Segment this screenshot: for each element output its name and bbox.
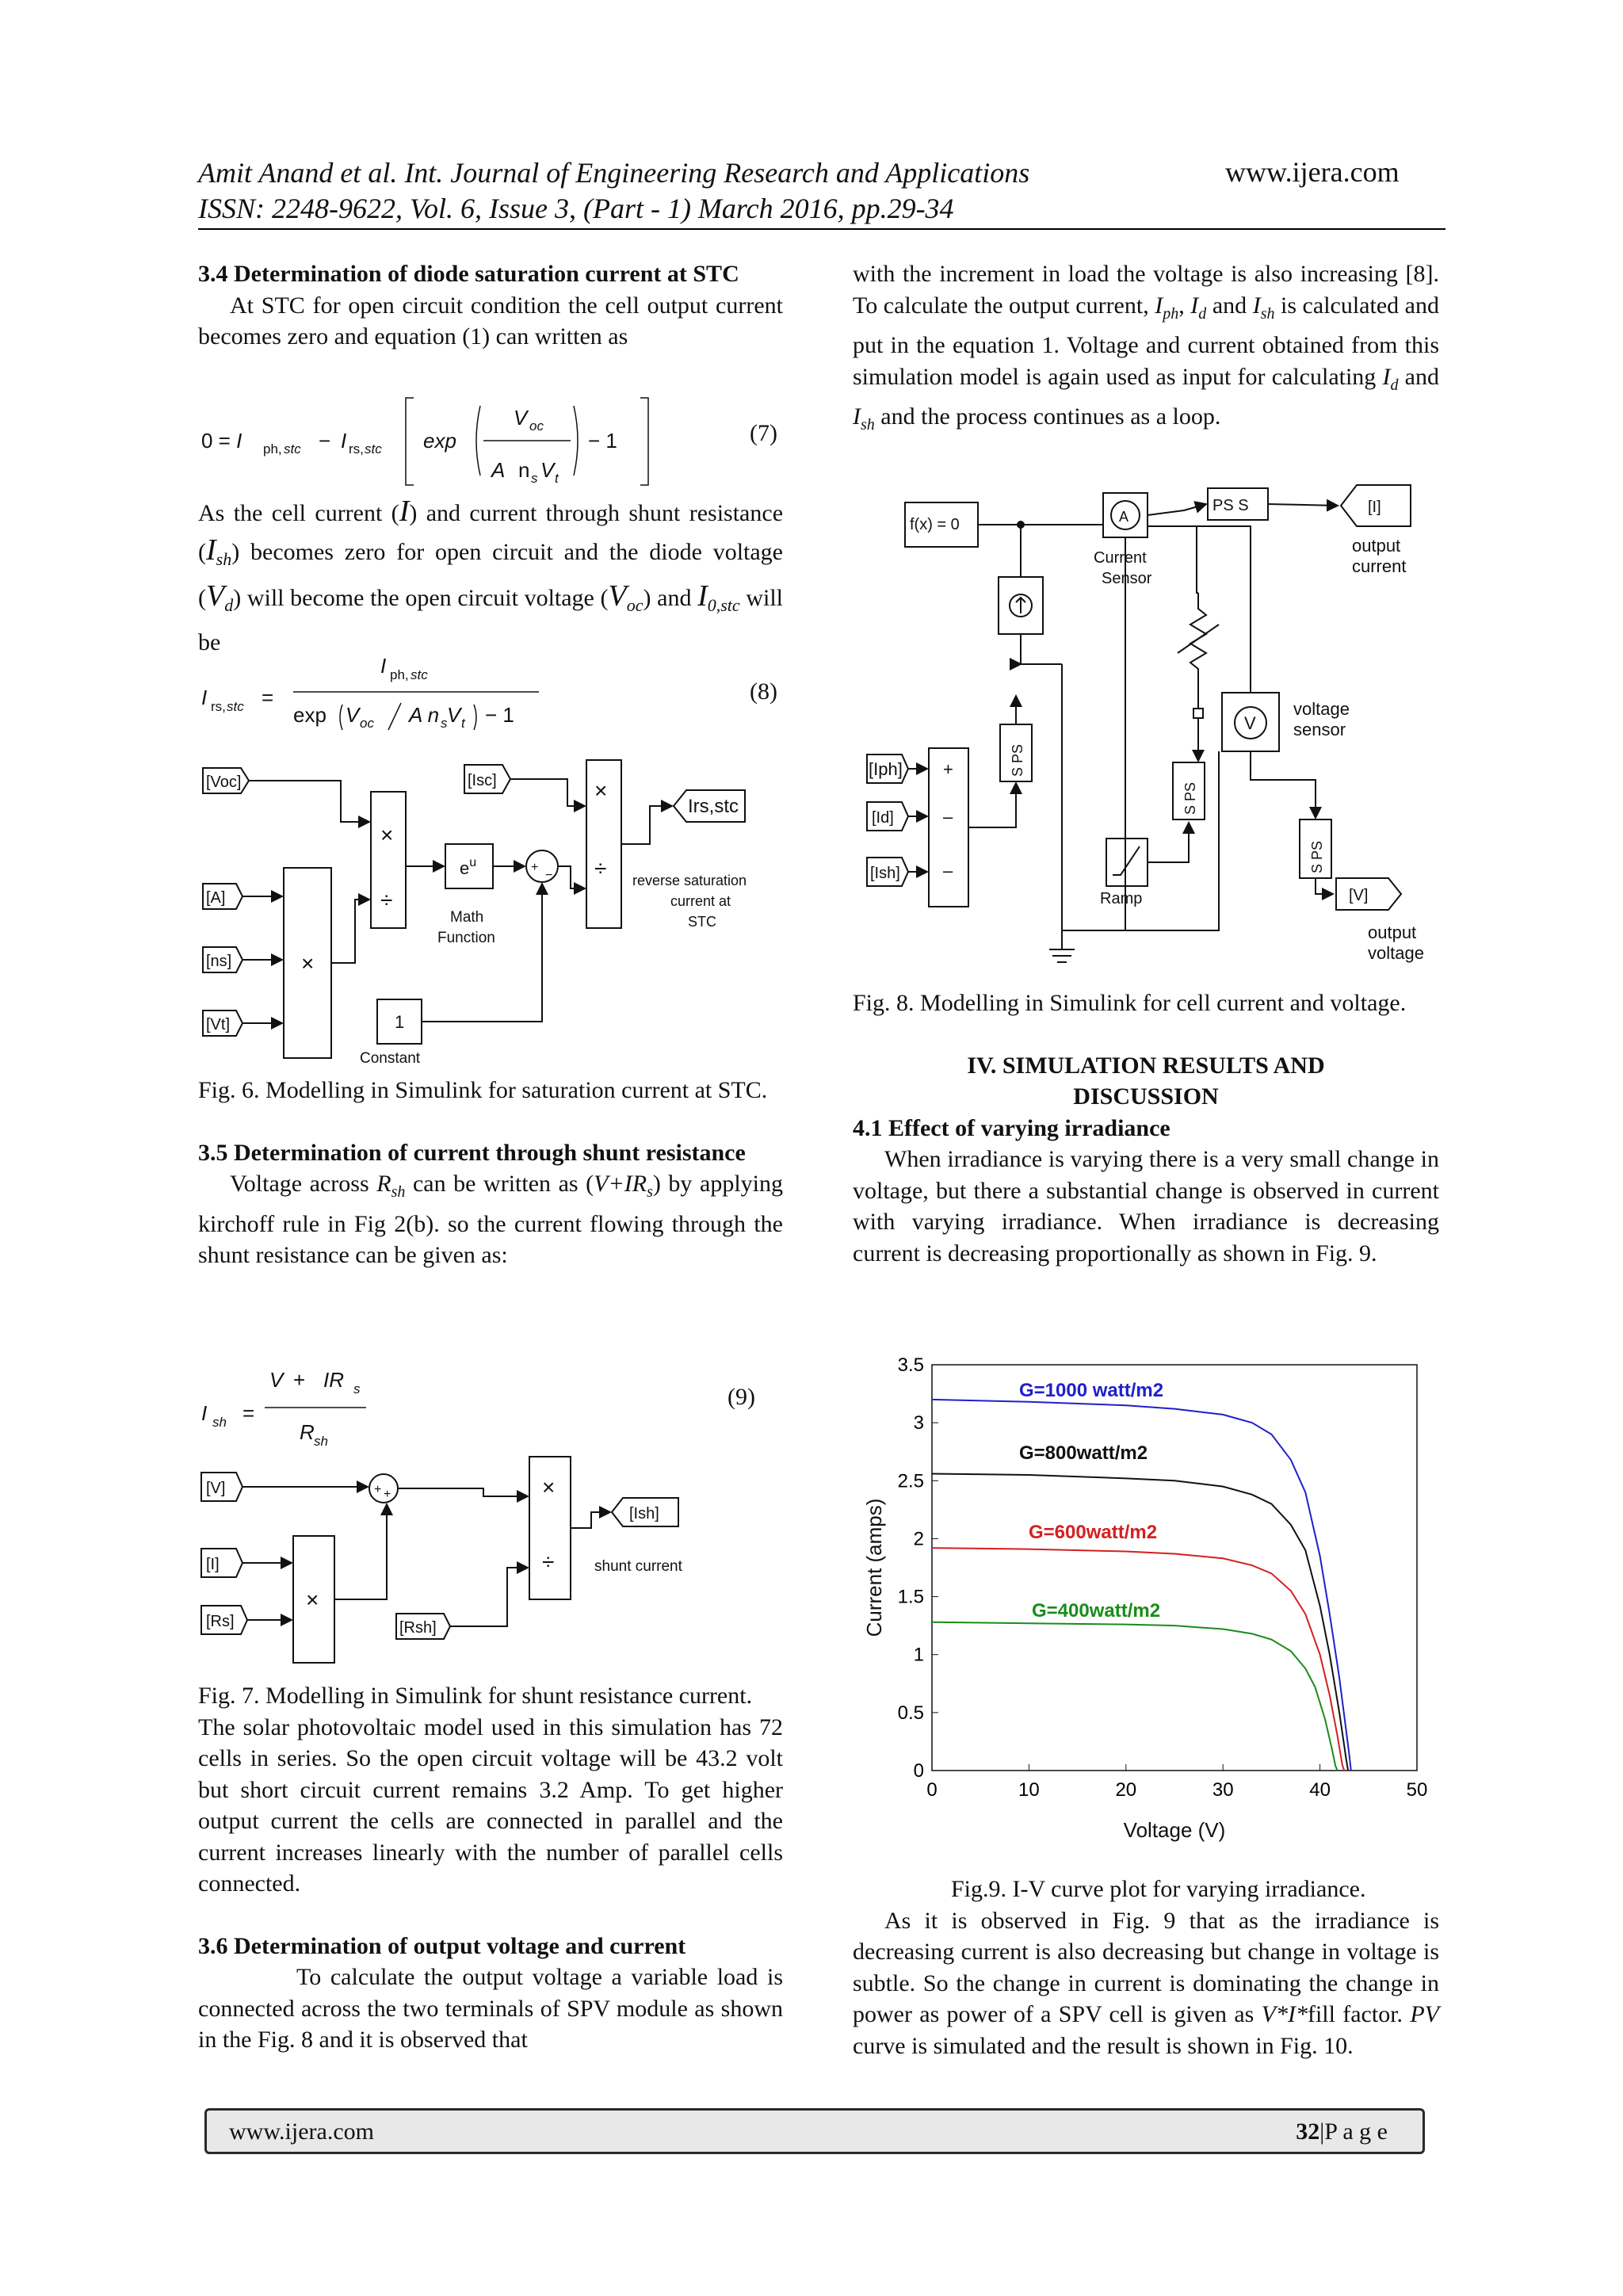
y-tick-label: 2 (913, 1528, 924, 1550)
fig8-voltage-sensor-1: voltage (1293, 699, 1350, 719)
svg-text:t: t (555, 471, 559, 486)
svg-text:V: V (540, 458, 555, 482)
svg-text:oc: oc (360, 716, 374, 731)
figure-9-caption: Fig.9. I-V curve plot for varying irradiance. (951, 1876, 1366, 1902)
header-rule (198, 228, 1445, 230)
svg-text:A: A (491, 458, 506, 482)
legend-g800: G=800watt/m2 (1019, 1442, 1148, 1464)
svg-text:rs,: rs, (349, 441, 364, 457)
fig6-constant-value: 1 (395, 1012, 405, 1032)
fig7-divide-sign: ÷ (542, 1549, 555, 1574)
header-url[interactable]: www.ijera.com (1225, 156, 1400, 188)
fig8-ammeter-a: A (1119, 509, 1129, 525)
svg-text:rs,: rs, (211, 699, 226, 714)
svg-text:V: V (269, 1368, 284, 1392)
fig8-current-sensor-2: Sensor (1102, 570, 1152, 587)
fig6-voc-label: [Voc] (206, 774, 242, 791)
y-tick-label: 3.5 (897, 1354, 924, 1376)
fig6-eu-sup: u (469, 856, 477, 869)
fig8-sps-1: S PS (1010, 743, 1025, 777)
chart-xlabel: Voltage (V) (1123, 1818, 1226, 1842)
fig8-sum-minus-2: – (943, 861, 953, 881)
figure-9-iv-chart (853, 1339, 1439, 1862)
fig7-rs-label: [Rs] (206, 1613, 235, 1630)
right-column-bottom (853, 1874, 1439, 2061)
svg-text:− 1: − 1 (485, 703, 514, 727)
fig8-ramp-label: Ramp (1100, 890, 1143, 907)
y-tick-label: 3 (913, 1412, 924, 1435)
x-tick-label: 0 (926, 1779, 938, 1801)
left-paragraph-isc: As the cell current (I) and current through shunt resistance $(I_{sh})$ becomes zero for open circuit and the diode voltage $(V_d)$ will become the open circuit voltage $(V_{oc})$ and $I_{0,stc}$ will be (198, 495, 784, 655)
section-3-4-paragraph-1: At STC for open circuit condition the cell output current becomes zero and equation (1) can written as (198, 292, 783, 350)
svg-text:stc: stc (411, 667, 428, 682)
x-tick-label: 50 (1406, 1779, 1428, 1801)
svg-text:+: + (531, 861, 539, 874)
chart-ylabel: Current (amps) (862, 1498, 886, 1637)
svg-text:n: n (518, 458, 530, 482)
left-column-fig6-caption (198, 1075, 783, 1271)
x-tick-label: 30 (1212, 1779, 1234, 1801)
fig7-i-label: [I] (206, 1556, 220, 1573)
figure-7-simulink-shunt-current (198, 1449, 783, 1671)
x-tick-label: 40 (1309, 1779, 1331, 1801)
y-tick-label: 1 (913, 1644, 924, 1666)
svg-text:+: + (384, 1488, 391, 1501)
svg-text:ph,: ph, (263, 441, 282, 457)
fig7-divide-times: × (542, 1475, 556, 1499)
fig8-sps-3: S PS (1309, 840, 1325, 873)
fig7-product-times: × (306, 1587, 319, 1612)
section-3-6-paragraph-1: To calculate the output voltage a variable load is connected across the two terminals of SPV module as shown in the Fig. 8 and it is observed that (198, 1964, 783, 2053)
fig8-iph-tag: [Iph] (869, 759, 903, 779)
fig8-v-tag: [V] (1349, 887, 1369, 904)
legend-g600: G=600watt/m2 (1029, 1522, 1158, 1543)
section-4-1-title: 4.1 Effect of varying irradiance (853, 1114, 1170, 1141)
equation-7-number: (7) (750, 420, 777, 446)
fig6-function-label: Function (437, 930, 495, 946)
fig6-eu-label: e (460, 858, 470, 878)
svg-text:sh: sh (314, 1434, 328, 1449)
footer-page-number: 32|P a g e (1296, 2118, 1388, 2145)
svg-text:ph,: ph, (390, 667, 409, 682)
fig7-v-label: [V] (206, 1480, 226, 1497)
svg-text:exp: exp (423, 429, 456, 453)
fig6-output-caption-3: STC (688, 914, 716, 930)
section-4-title-line1: IV. SIMULATION RESULTS AND (967, 1052, 1325, 1079)
right-column-middle (853, 988, 1439, 1269)
svg-text:V: V (447, 703, 461, 727)
x-tick-label: 20 (1115, 1779, 1137, 1801)
fig8-voltmeter-v: V (1244, 713, 1256, 733)
svg-text:−: − (545, 869, 553, 882)
legend-g400: G=400watt/m2 (1032, 1600, 1161, 1622)
svg-text:=: = (262, 686, 274, 709)
fig6-divide-sign: ÷ (380, 888, 393, 912)
svg-text:0 = I: 0 = I (201, 429, 242, 453)
running-header-line2: ISSN: 2248-9622, Vol. 6, Issue 3, (Part - 1) March 2016, pp.29-34 (198, 193, 954, 224)
svg-text:A n: A n (409, 703, 440, 727)
svg-text:exp: exp (293, 703, 327, 727)
svg-text:sh: sh (212, 1415, 227, 1430)
left-column-top (198, 258, 783, 353)
fig8-ish-tag: [Ish] (870, 865, 900, 882)
fig6-math-label: Math (450, 909, 484, 926)
fig8-id-tag: [Id] (872, 809, 894, 827)
svg-text:− 1: − 1 (588, 429, 617, 453)
fig8-output-current-1: output (1352, 536, 1401, 556)
fig6-output-caption-2: current at (670, 893, 731, 909)
x-tick-label: 10 (1018, 1779, 1040, 1801)
paragraph-load-voltage: with the increment in load the voltage is also increasing [8]. To calculate the output current, $I_{ph}$, $I_d$ and $I_{sh}$ is calculated and put in the equation 1. Voltage and current obtained from this simulation model is again used as input for calculating $I_d$ and $I_{sh}$ and the process continues as a loop. (853, 261, 1439, 434)
equation-7 (198, 390, 783, 493)
svg-text:V: V (346, 703, 360, 727)
left-column-bottom (198, 1680, 783, 2056)
fig8-voltage-sensor-2: sensor (1293, 720, 1346, 739)
svg-text:s: s (441, 716, 448, 731)
y-tick-label: 1.5 (897, 1586, 924, 1608)
section-4-title-line2: DISCUSSION (1073, 1083, 1219, 1110)
right-column-top (853, 258, 1439, 441)
fig6-output-caption-1: reverse saturation (632, 873, 747, 888)
figure-6-simulink-saturation-current (198, 749, 783, 1074)
svg-text:I: I (341, 429, 347, 453)
running-header-line1: Amit Anand et al. Int. Journal of Engineering Research and Applications (198, 157, 1030, 189)
fig6-vt-label: [Vt] (206, 1016, 231, 1033)
svg-text:s: s (353, 1381, 361, 1396)
section-4-1-paragraph-1: When irradiance is varying there is a very small change in voltage, but there a substantial change is observed in current with varying irradiance. When irradiance is decreasing current is decreasing proportionally as shown in Fig. 9. (853, 1146, 1439, 1266)
fig6-output-times: × (594, 778, 608, 803)
fig6-isc-label: [Isc] (468, 772, 497, 789)
svg-text:+: + (293, 1368, 306, 1392)
svg-text:I: I (201, 686, 208, 709)
fig8-current-sensor-1: Current (1094, 549, 1147, 567)
fig6-constant-label: Constant (360, 1050, 421, 1067)
svg-text:I: I (380, 654, 387, 678)
fig6-ns-label: [ns] (206, 953, 232, 970)
fig6-output-tag: Irs,stc (688, 796, 739, 817)
fig8-i-tag: [I] (1368, 499, 1381, 516)
svg-text:stc: stc (284, 441, 301, 457)
fig8-sum-minus-1: – (943, 807, 953, 827)
fig8-output-voltage-1: output (1368, 923, 1417, 942)
svg-text:=: = (242, 1401, 255, 1425)
fig7-shunt-current-label: shunt current (594, 1558, 682, 1575)
figure-8-simulink-cell-model (853, 474, 1439, 981)
fig6-output-div: ÷ (594, 856, 607, 881)
page-footer (204, 2108, 1425, 2154)
equation-9 (198, 1362, 783, 1449)
svg-text:oc: oc (529, 418, 544, 434)
svg-text:I: I (201, 1401, 208, 1425)
y-tick-label: 0.5 (897, 1702, 924, 1724)
svg-text:IR: IR (323, 1368, 344, 1392)
svg-text:t: t (461, 716, 465, 731)
section-3-5-paragraph-1: Voltage across $R_{sh}$ can be written as $(V+IR_s)$ by applying kirchoff rule in Fig 2(b). so the current flowing through the shunt resistance can be given as: (198, 1171, 783, 1268)
equation-8 (198, 646, 783, 741)
svg-text:stc: stc (365, 441, 382, 457)
y-tick-label: 0 (913, 1760, 924, 1782)
footer-url[interactable]: www.ijera.com (229, 2118, 374, 2145)
fig6-product-times: × (301, 951, 315, 976)
section-3-4-title: 3.4 Determination of diode saturation current at STC (198, 261, 739, 287)
svg-text:+: + (374, 1483, 382, 1496)
fig6-a-label: [A] (206, 889, 226, 907)
svg-text:s: s (531, 471, 538, 486)
svg-text:−: − (319, 429, 331, 453)
fig8-sps-2: S PS (1182, 781, 1198, 815)
fig8-fx-block: f(x) = 0 (910, 516, 960, 533)
section-4-1-paragraph-2: As it is observed in Fig. 9 that as the irradiance is decreasing current is also decreasing but change in voltage is subtle. So the change in current is dominating the change in power as power of a SPV cell is given as V*I*fill factor. PV curve is simulated and the result is shown in Fig. 10. (853, 1907, 1439, 2059)
equation-8-number: (8) (750, 678, 777, 705)
figure-6-caption: Fig. 6. Modelling in Simulink for saturation current at STC. (198, 1077, 768, 1103)
legend-g1000: G=1000 watt/m2 (1019, 1380, 1164, 1401)
section-3-5-title: 3.5 Determination of current through shunt resistance (198, 1139, 746, 1166)
svg-text:V: V (514, 406, 528, 430)
section-3-6-title: 3.6 Determination of output voltage and current (198, 1932, 686, 1959)
fig8-output-voltage-2: voltage (1368, 943, 1424, 963)
paragraph-72-cells: The solar photovoltaic model used in this simulation has 72 cells in series. So the open circuit voltage will be 43.2 volt but short circuit current remains 3.2 Amp. To get higher output current the cells are connected in parallel and the current increases linearly with the number of parallel cells connected. (198, 1713, 783, 1897)
fig7-rsh-label: [Rsh] (399, 1619, 437, 1637)
fig8-output-current-2: current (1352, 556, 1407, 576)
equation-9-number: (9) (727, 1384, 755, 1410)
fig8-sum-plus: + (943, 759, 953, 779)
svg-text:R: R (300, 1420, 315, 1444)
figure-8-caption: Fig. 8. Modelling in Simulink for cell current and voltage. (853, 990, 1407, 1016)
fig7-ish-tag: [Ish] (629, 1505, 659, 1522)
fig6-divide-times: × (380, 823, 394, 847)
figure-7-caption: Fig. 7. Modelling in Simulink for shunt resistance current. (198, 1683, 753, 1709)
fig8-ps-s-block: PS S (1212, 497, 1249, 514)
svg-text:stc: stc (227, 699, 244, 714)
y-tick-label: 2.5 (897, 1470, 924, 1492)
